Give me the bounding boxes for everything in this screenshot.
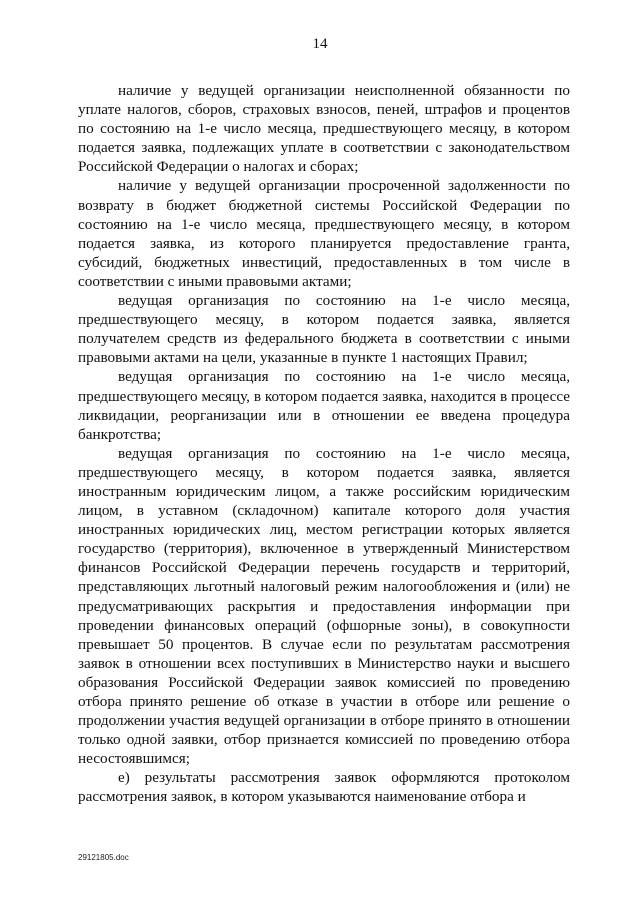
document-file-code: 29121805.doc: [78, 853, 129, 862]
paragraph-budget-debt: наличие у ведущей организации просроченной задолженности по возврату в бюджет бюджетной системы Российской Федерации по состоянию на 1-е число месяца, предшествующего месяцу, в котором подается заявка, из которого планируется предоставление гранта, субсидий, бюджетных инвестиций, предоставленных в том числе в соответствии с иными правовыми актами;: [78, 177, 570, 290]
paragraph-federal-funds-recipient: ведущая организация по состоянию на 1-е число месяца, предшествующего месяцу, в котором подается заявка, является получателем средств из федерального бюджета в соответствии с иными правовыми актами на цели, указанные в пункте 1 настоящих Правил;: [78, 292, 570, 367]
document-body: [78, 81, 570, 807]
paragraph-review-results: е) результаты рассмотрения заявок оформляются протоколом рассмотрения заявок, в котором указываются наименование отбора и: [78, 769, 570, 806]
page-number: 14: [312, 36, 328, 52]
paragraph-tax-arrears: наличие у ведущей организации неисполненной обязанности по уплате налогов, сборов, страховых взносов, пеней, штрафов и процентов по состоянию на 1-е число месяца, предшествующего месяцу, в котором подается заявка, подлежащих уплате в соответствии с законодательством Российской Федерации о налогах и сборах;: [78, 82, 570, 176]
paragraph-foreign-entity: ведущая организация по состоянию на 1-е число месяца, предшествующего месяцу, в котором подается заявка, является иностранным юридическим лицом, а также российским юридическим лицом, в уставном (складочном) капитале которого доля участия иностранных юридических лиц, местом регистрации которых является государство (территория), включенное в утвержденный Министерством финансов Российской Федерации перечень государств и территорий, представляющих льготный налоговый режим налогообложения и (или) не предусматривающих раскрытия и предоставления информации при проведении финансовых операций (офшорные зоны), в совокупности превышает 50 процентов. В случае если по результатам рассмотрения заявок в отношении всех поступивших в Министерство науки и высшего образования Российской Федерации заявок комиссией по проведению отбора принято решение об отказе в участии в отборе или решение о продолжении участия ведущей организации в отборе принято в отношении только одной заявки, отбор признается комиссией по проведению отбора несостоявшимся;: [78, 444, 570, 768]
paragraph-liquidation: ведущая организация по состоянию на 1-е число месяца, предшествующего месяцу, в котором подается заявка, находится в процессе ликвидации, реорганизации или в отношении ее введена процедура банкротства;: [78, 368, 570, 443]
